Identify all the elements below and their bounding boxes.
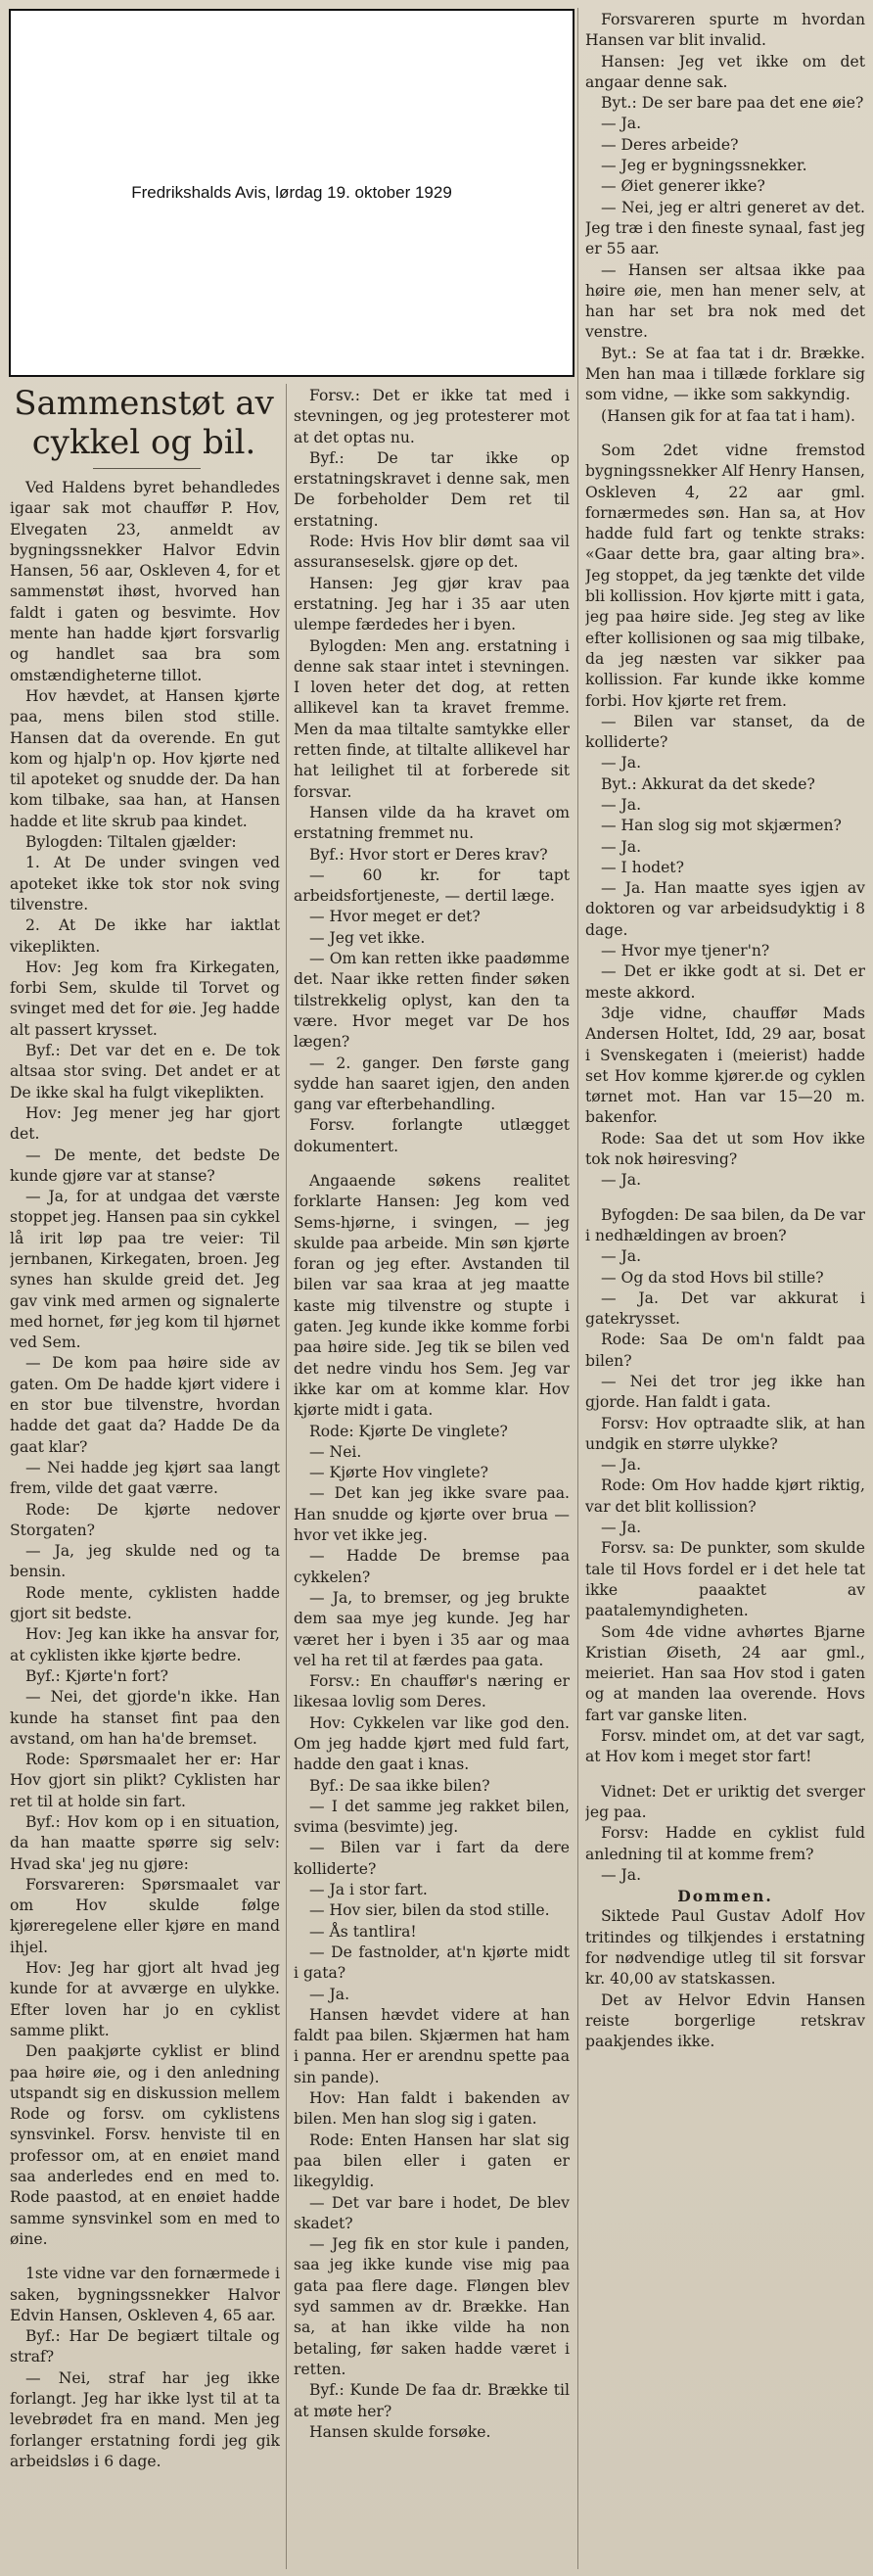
paragraph: — Jeg vet ikke. <box>309 928 426 947</box>
paragraph: — Hov sier, bilen da stod stille. <box>309 1901 550 1920</box>
paragraph: Byfogden: De saa bilen, da De var i nedhældingen av broen? <box>585 1205 865 1244</box>
column-rule-2 <box>577 8 578 2569</box>
paragraph: — Ja, jeg skulde ned og ta bensin. <box>10 1542 280 1581</box>
paragraph: — Bilen var stanset, da de kolliderte? <box>585 712 865 752</box>
paragraph: Byf.: Kjørte'n fort? <box>25 1666 169 1685</box>
paragraph: — Ja. <box>601 1865 642 1884</box>
paragraph: — Bilen var i fart da dere kolliderte? <box>294 1839 570 1878</box>
paragraph: Vidnet: Det er uriktig det sverger jeg paa. <box>585 1782 865 1821</box>
paragraph: — Ja. <box>601 1519 642 1537</box>
paragraph: — Ja, for at undgaa det værste stoppet jeg. Hansen paa sin cykkel lå irit løp paa tre veier: Til jernbanen, Kirkegaten, broen. Jeg synes han skulde greid det. Jeg gav vink med armen og signalerte med hornet, før jeg kom til hjørnet ved Sem. <box>10 1188 280 1352</box>
paragraph: Rode: De kjørte nedover Storgaten? <box>10 1500 280 1539</box>
paragraph: Byt.: Se at faa tat i dr. Brække. Men han maa i tillæde forklare sig som vidne, — ikke som sakkyndig. <box>585 344 865 404</box>
paragraph: Rode: Spørsmaalet her er: Har Hov gjort sin plikt? Cyklisten har ret til at holde sin fart. <box>10 1751 280 1810</box>
paragraph: — Ja. Det var akkurat i gatekrysset. <box>585 1288 865 1329</box>
paragraph: — Hvor meget er det? <box>309 908 481 926</box>
paragraph: — Og da stod Hovs bil stille? <box>601 1268 824 1287</box>
paragraph: Siktede Paul Gustav Adolf Hov tritindes og tilkjendes i erstatning for nødvendige utleg til sit forsvar kr. 40,00 av statskassen. <box>585 1907 865 1989</box>
paragraph: 1ste vidne var den fornærmede i saken, bygningssnekker Halvor Edvin Hansen, Oskleven 4, 65 aar. <box>10 2265 280 2324</box>
paragraph: — De kom paa høire side av gaten. Om De hadde kjørt videre i en stor bue tilvenstre, hvordan hadde det gaat da? Hadde De da gaat klar? <box>10 1354 280 1456</box>
paragraph: Hansen vilde da ha kravet om erstatning fremmet nu. <box>294 803 570 843</box>
article-headline: Sammenstøt av cykkel og bil. <box>14 384 274 462</box>
paragraph: Hov: Jeg kom fra Kirkegaten, forbi Sem, skulde til Torvet og svinget med det for øie. Jeg hadde alt passert krysset. <box>10 958 280 1039</box>
paragraph: — Ja. <box>601 1171 642 1190</box>
paragraph: 1. At De under svingen ved apoteket ikke tok stor nok sving tilvenstre. <box>10 854 280 913</box>
paragraph: — Hadde De bremse paa cykkelen? <box>294 1547 570 1586</box>
paragraph: Forsv.: Det er ikke tat med i stevningen, og jeg protesterer mot at det optas nu. <box>294 387 570 446</box>
paragraph: — Kjørte Hov vinglete? <box>309 1464 488 1482</box>
paragraph: Hansen: Jeg vet ikke om det angaar denne sak. <box>585 52 865 91</box>
paragraph: Hansen: Jeg gjør krav paa erstatning. Jeg har i 35 aar uten ulempe færdedes her i byen. <box>294 574 570 634</box>
paragraph: Byf.: Hvor stort er Deres krav? <box>309 845 548 864</box>
paragraph: Hansen skulde forsøke. <box>309 2422 491 2441</box>
paragraph: Byt.: De ser bare paa det ene øie? <box>601 94 864 113</box>
paragraph: — Nei. <box>309 1442 362 1461</box>
paragraph: Forsv. forlangte utlægget dokumentert. <box>294 1116 570 1155</box>
paragraph: — Ja. <box>601 837 642 856</box>
paragraph: — Ja. <box>601 754 642 773</box>
paragraph: — De fastnolder, at'n kjørte midt i gata? <box>294 1943 570 1983</box>
paragraph: Hov: Jeg kan ikke ha ansvar for, at cyklisten ikke kjørte bedre. <box>10 1625 280 1664</box>
paragraph: Byf.: Hov kom op i en situation, da han maatte spørre sig selv: Hvad ska' jeg nu gjøre: <box>10 1813 280 1873</box>
column-rule-1 <box>286 384 287 2569</box>
paragraph: Som 2det vidne fremstod bygningssnekker Alf Henry Hansen, Oskleven 4, 22 aar gml. fornærmedes søn. Han sa, at Hov hadde fuld fart og tenkte straks: «Gaar dette bra, gaar alting bra». Jeg stoppet, da jeg tænkte det vilde bli kollission. Hov kjørte mitt i gata, jeg paa høire side. Jeg steg av like efter kollisionen og saa mig tilbake, da jeg næsten var sikker paa kollission. Far kunde ikke komme forbi. Hov kjørte ret frem. <box>585 441 865 710</box>
paragraph: — Ja. <box>309 1985 350 2003</box>
paragraph: 3dje vidne, chauffør Mads Andersen Holtet, Idd, 29 aar, bosat i Svenskegaten i (meierist) hadde set Hov komme kjører.de og cyklen tørnet mot. Han var 15—20 m. bakenfor. <box>585 1004 865 1127</box>
verdict-heading: Dommen. <box>677 1887 773 1906</box>
paragraph: Rode: Om Hov hadde kjørt riktig, var det blit kollission? <box>585 1476 865 1516</box>
paragraph: Rode: Kjørte De vinglete? <box>309 1422 508 1440</box>
paragraph: 2. At De ikke har iaktlat vikeplikten. <box>10 916 280 956</box>
paragraph: Byf.: De tar ikke op erstatningskravet i denne sak, men De forbeholder Dem ret til erstatning. <box>294 448 570 530</box>
paragraph: — Ja. <box>601 115 642 133</box>
paragraph: — Ja. <box>601 1247 642 1266</box>
article-column-2 <box>294 386 570 2571</box>
caption-text: Fredrikshalds Avis, lørdag 19. oktober 1929 <box>131 183 452 202</box>
paragraph: — De mente, det bedste De kunde gjøre var at stanse? <box>10 1146 280 1185</box>
paragraph: — Hvor mye tjener'n? <box>601 942 770 960</box>
paragraph: — Ja, to bremser, og jeg brukte dem saa mye jeg kunde. Jeg har været her i byen i 35 aar og maa vel ha ret til at færdes paa gata. <box>294 1588 570 1669</box>
paragraph: Byf.: De saa ikke bilen? <box>309 1776 490 1795</box>
paragraph: Forsv: Hadde en cyklist fuld anledning til at komme frem? <box>585 1824 865 1863</box>
paragraph: Det av Helvor Edvin Hansen reiste borgerlige retskrav paakjendes ikke. <box>585 1991 865 2051</box>
paragraph: — I hodet? <box>601 858 684 876</box>
caption-box <box>9 9 574 377</box>
paragraph: — Om kan retten ikke paadømme det. Naar ikke retten finder søken tilstrekkelig oplyst, kan den ta være. Hvor meget var De hos lægen? <box>294 950 570 1052</box>
paragraph: — Nei, straf har jeg ikke forlangt. Jeg har ikke lyst til at ta levebrødet fra en mand. Men jeg forlanger erstatning fordi jeg gik arbeidsløs i 6 dage. <box>10 2368 280 2470</box>
paragraph: Angaaende søkens realitet forklarte Hansen: Jeg kom ved Sems-hjørne, i svingen, — jeg skulde paa arbeide. Min søn kjørte foran og jeg efter. Avstanden til bilen var saa kraa at jeg maatte kaste mig tilvenstre og stupte i gaten. Jeg kunde ikke komme forbi paa høire side. Jeg tik se bilen ved det nedre vindu hos Sem. Jeg var ikke kar om at komme klar. Hov kjørte midt i gata. <box>294 1171 570 1420</box>
paragraph: — Ja i stor fart. <box>309 1881 428 1899</box>
paragraph: Ved Haldens byret behandledes igaar sak mot chauffør P. Hov, Elvegaten 23, anmeldt av bygningssnekker Halvor Edvin Hansen, 56 aar, Oskleven 4, for et sammenstøt ihøst, hvorved han faldt i gaten og besvimte. Hov mente han hadde kjørt forsvarlig og handlet saa bra som omstændigheterne tillot. <box>10 479 280 684</box>
paragraph: — Jeg fik en stor kule i panden, saa jeg ikke kunde vise mig paa gata paa flere dage. Fløngen blev syd sammen av dr. Brække. Han sa, at han ikke vilde ha non betaling, før saken hadde været i retten. <box>294 2235 570 2378</box>
paragraph: (Hansen gik for at faa tat i ham). <box>601 406 855 425</box>
paragraph: — Nei det tror jeg ikke han gjorde. Han faldt i gata. <box>585 1373 865 1412</box>
paragraph: Som 4de vidne avhørtes Bjarne Kristian Øiseth, 24 aar gml., meieriet. Han saa Hov stod i gaten og at manden laa overende. Hovs fart var ganske liten. <box>585 1622 865 1724</box>
paragraph: — Nei, det gjorde'n ikke. Han kunde ha stanset fint paa den avstand, om han ha'de bremset. <box>10 1688 280 1748</box>
paragraph: Bylogden: Men ang. erstatning i denne sak staar intet i stevningen. I loven heter det dog, at retten allikevel kan ta kravet fremme. Men da maa tiltalte samtykke eller retten finde, at tiltalte allikevel har hat leilighet til at forberede sit forsvar. <box>294 636 570 801</box>
paragraph: Byt.: Akkurat da det skede? <box>601 774 815 793</box>
paragraph: — Ja. Han maatte syes igjen av doktoren og var arbeidsudyktig i 8 dage. <box>585 879 865 939</box>
paragraph: Bylogden: Tiltalen gjælder: <box>25 833 237 852</box>
paragraph: Hov: Jeg mener jeg har gjort det. <box>10 1103 280 1144</box>
paragraph: Forsv. sa: De punkter, som skulde tale til Hovs fordel er i det hele tat ikke paaaktet av paatalemyndigheten. <box>585 1539 865 1620</box>
paragraph: Hov: Jeg har gjort alt hvad jeg kunde for at avværge en ulykke. Efter loven har jo en cyklist samme plikt. <box>10 1959 280 2039</box>
paragraph: Forsv.: En chauffør's næring er likesaa lovlig som Deres. <box>294 1672 570 1711</box>
paragraph: Forsvareren: Spørsmaalet var om Hov skulde følge kjøreregelene eller kjøre en mand ihjel. <box>10 1875 280 1956</box>
paragraph: — Øiet generer ikke? <box>601 177 765 196</box>
paragraph: Rode: Saa det ut som Hov ikke tok nok høiresving? <box>585 1129 865 1169</box>
paragraph: Byf.: Har De begiært tiltale og straf? <box>10 2327 280 2366</box>
paragraph: — Nei hadde jeg kjørt saa langt frem, vilde det gaat værre. <box>10 1458 280 1498</box>
paragraph: — Jeg er bygningssnekker. <box>601 157 807 175</box>
paragraph: Forsv: Hov optraadte slik, at han undgik en større ulykke? <box>585 1414 865 1453</box>
paragraph: Hov: Cykkelen var like god den. Om jeg hadde kjørt med fuld fart, hadde den gaat i knas. <box>294 1713 570 1774</box>
paragraph: Byf.: Kunde De faa dr. Brække til at møte her? <box>294 2381 570 2420</box>
paragraph: — Nei, jeg er altri generet av det. Jeg træ i den fineste synaal, fast jeg er 55 aar. <box>585 198 865 258</box>
paragraph: Rode: Enten Hansen har slat sig paa bilen eller i gaten er likegyldig. <box>294 2131 570 2191</box>
paragraph: — Ja. <box>601 1456 642 1475</box>
article-column-1 <box>10 478 280 2569</box>
paragraph: Hansen hævdet videre at han faldt paa bilen. Skjærmen hat ham i panna. Her er arendnu spette paa sin pande). <box>294 2005 570 2086</box>
paragraph: Byf.: Det var det en e. De tok altsaa stor sving. Det andet er at De ikke skal ha fulgt vikeplikten. <box>10 1042 280 1101</box>
paragraph: — Det var bare i hodet, De blev skadet? <box>294 2193 570 2232</box>
paragraph: Forsvareren spurte m hvordan Hansen var blit invalid. <box>585 11 865 50</box>
paragraph: — Ås tantlira! <box>309 1922 417 1941</box>
paragraph: — Det kan jeg ikke svare paa. Han snudde og kjørte over brua — hvor vet ikke jeg. <box>294 1484 570 1545</box>
paragraph: — Ja. <box>601 795 642 814</box>
paragraph: — 60 kr. for tapt arbeidsfortjeneste, — dertil læge. <box>294 866 570 906</box>
paragraph: — Han slog sig mot skjærmen? <box>601 817 842 835</box>
paragraph: Forsv. mindet om, at det var sagt, at Hov kom i meget stor fart! <box>585 1727 865 1766</box>
paragraph: — Det er ikke godt at si. Det er meste akkord. <box>585 962 865 1002</box>
headline-rule <box>93 468 201 469</box>
paragraph: — I det samme jeg rakket bilen, svima (besvimte) jeg. <box>294 1797 570 1837</box>
paragraph: Den paakjørte cyklist er blind paa høire øie, og i den anledning utspandt sig en diskussion mellem Rode og forsv. om cyklistens synsvinkel. Forsv. henviste til en professor om, at en enøiet mand saa anderledes end en med to. Rode paastod, at en enøiet hadde samme synsvinkel som en med to øine. <box>10 2042 280 2248</box>
paragraph: Rode: Hvis Hov blir dømt saa vil assuranseselsk. gjøre op det. <box>294 533 570 572</box>
article-column-3 <box>585 10 865 2569</box>
paragraph: — 2. ganger. Den første gang sydde han saaret igjen, den anden gang var efterbehandling. <box>294 1054 570 1114</box>
paragraph: Hov: Han faldt i bakenden av bilen. Men han slog sig i gaten. <box>294 2089 570 2129</box>
paragraph: Rode: Saa De om'n faldt paa bilen? <box>585 1331 865 1370</box>
paragraph: — Deres arbeide? <box>601 135 739 154</box>
paragraph: Hov hævdet, at Hansen kjørte paa, mens bilen stod stille. Hansen dat da overende. En gut kom og hjalp'n op. Hov kjørte ned til apoteket og snudde der. Da han kom tilbake, saa han, at Hansen hadde et lite skrub paa kindet. <box>10 686 280 830</box>
paragraph: Rode mente, cyklisten hadde gjort sit bedste. <box>10 1583 280 1623</box>
paragraph: — Hansen ser altsaa ikke paa høire øie, men han mener selv, at han har set bra nok med det venstre. <box>585 260 865 342</box>
